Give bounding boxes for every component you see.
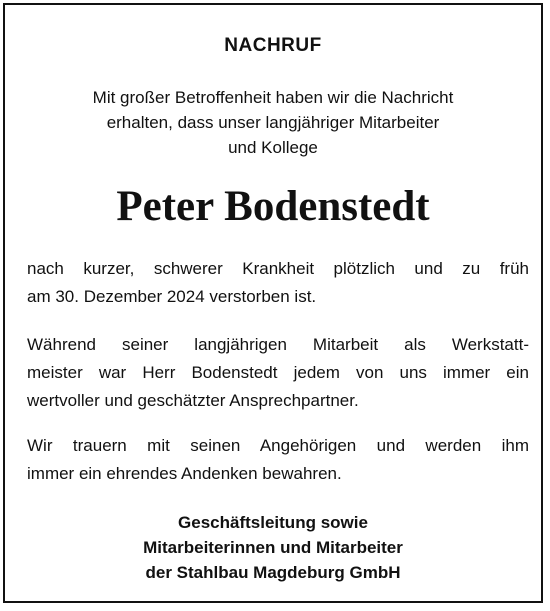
signature-block	[5, 510, 541, 585]
notice-heading: NACHRUF	[224, 35, 322, 56]
paragraph-line: Wir trauern mit seinen Angehörigen und werden ihm	[27, 436, 529, 455]
deceased-name: Peter Bodenstedt	[116, 183, 430, 230]
signature-line: Mitarbeiterinnen und Mitarbeiter	[143, 538, 403, 557]
paragraph-line: am 30. Dezember 2024 verstorben ist.	[27, 287, 317, 306]
paragraph-line: Während seiner langjährigen Mitarbeit als Werkstatt-	[27, 335, 529, 354]
paragraph-line: wertvoller und geschätzter Ansprechpartner.	[27, 391, 359, 410]
intro-line: erhalten, dass unser langjähriger Mitarbeiter	[106, 113, 440, 132]
intro-text	[5, 85, 541, 160]
paragraph-tribute	[27, 331, 529, 415]
paragraph-line: nach kurzer, schwerer Krankheit plötzlich und zu früh	[27, 259, 529, 278]
paragraph-line: immer ein ehrendes Andenken bewahren.	[27, 464, 342, 483]
signature-line: Geschäftsleitung sowie	[178, 513, 368, 532]
paragraph-mourning	[27, 432, 529, 488]
signature-line: der Stahlbau Magdeburg GmbH	[145, 563, 401, 582]
paragraph-line: meister war Herr Bodenstedt jedem von uns immer ein	[27, 363, 529, 382]
obituary-frame	[3, 3, 543, 603]
paragraph-death-notice	[27, 255, 529, 311]
intro-line: Mit großer Betroffenheit haben wir die Nachricht	[92, 88, 454, 107]
intro-line: und Kollege	[228, 138, 318, 157]
